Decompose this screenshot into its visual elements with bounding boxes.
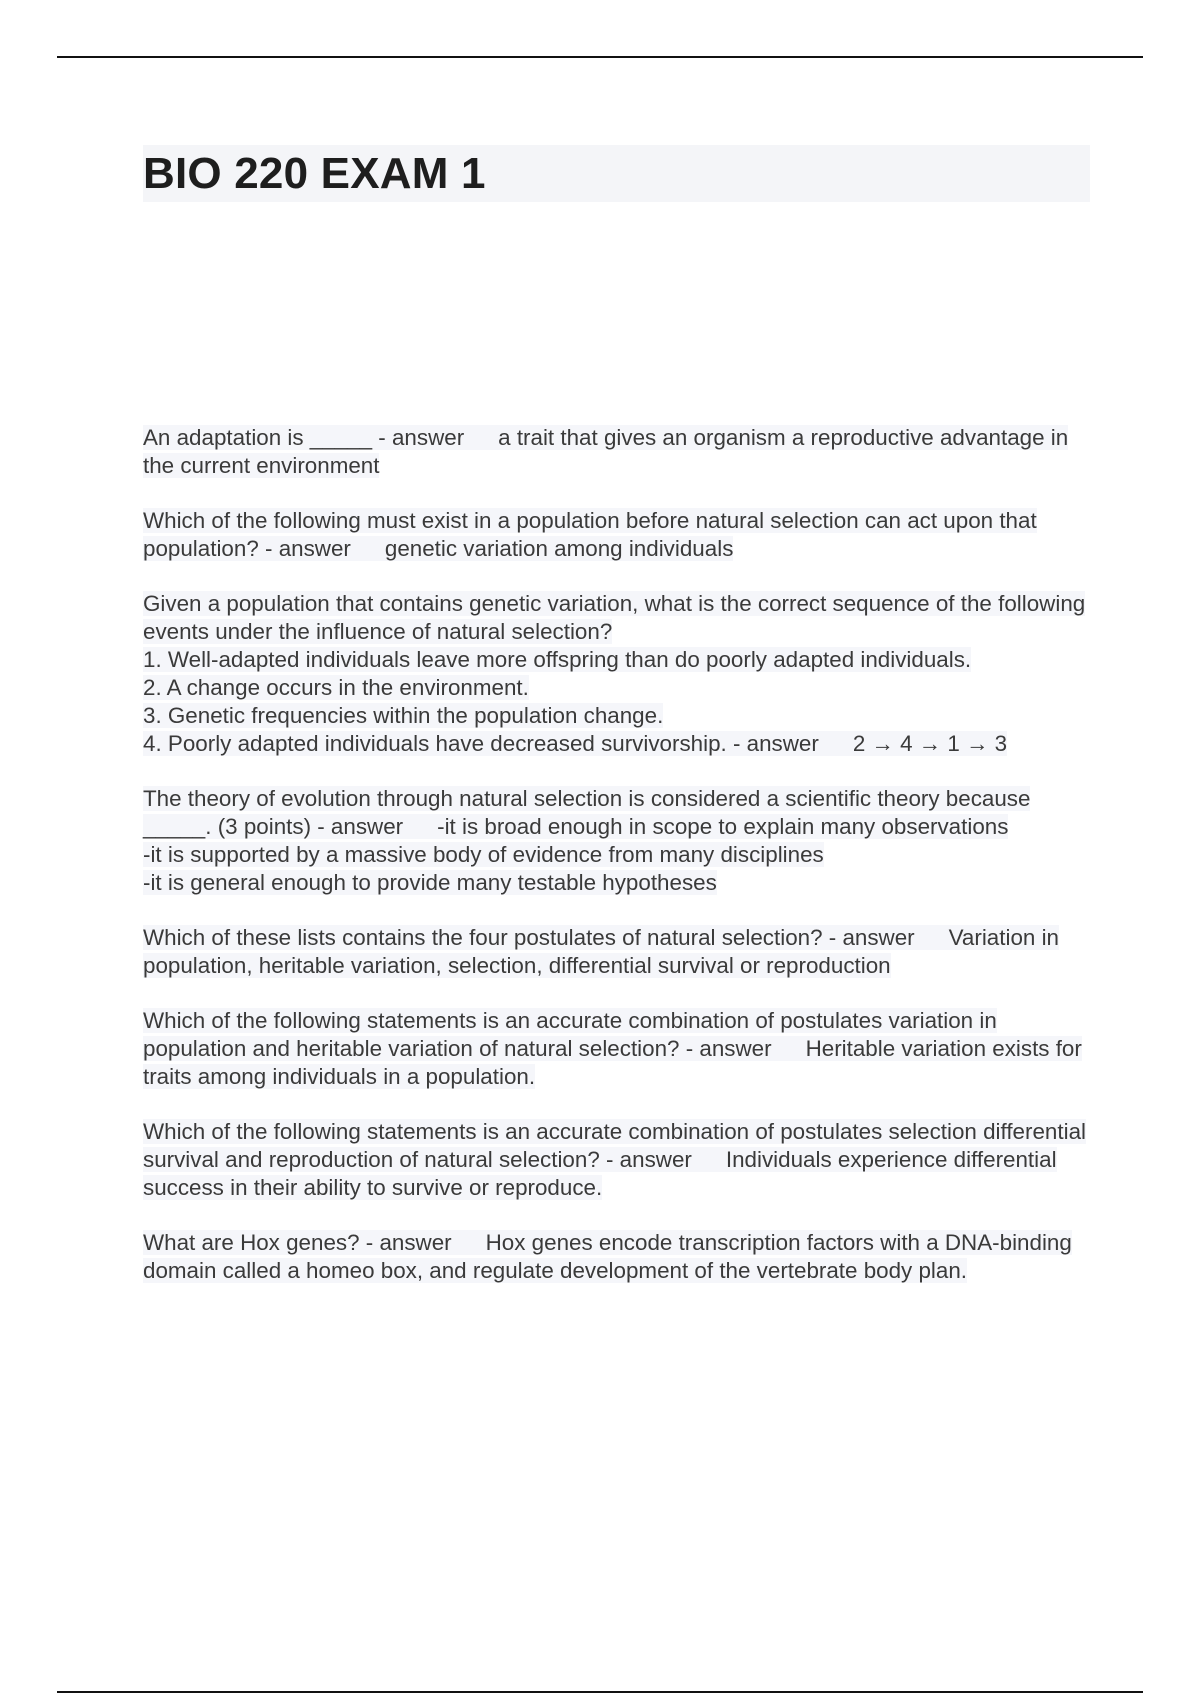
- qa-question: The theory of evolution through natural selection is considered a scientific theory because _____. (3 points) - answer: [143, 786, 1031, 839]
- qa-item: [143, 1229, 1093, 1285]
- qa-item: [143, 785, 1093, 897]
- qa-question: Which of these lists contains the four postulates of natural selection? - answer: [143, 925, 915, 950]
- qa-question: Which of the following must exist in a population before natural selection can act upon that population? - answer: [143, 508, 1037, 561]
- qa-item: [143, 507, 1093, 563]
- qa-answer: -it is broad enough in scope to explain many observations -it is supported by a massive body of evidence from many disciplines -it is general enough to provide many testable hypotheses: [143, 814, 1009, 895]
- qa-question: Given a population that contains genetic variation, what is the correct sequence of the following events under the influence of natural selection? 1. Well-adapted individuals leave more offspring than do poorly adapted individuals. 2. A change occurs in the environment. 3. Genetic frequencies within the population change. 4. Poorly adapted individuals have decreased survivorship. - answer: [143, 591, 1086, 756]
- qa-question: An adaptation is _____ - answer: [143, 425, 465, 450]
- qa-answer: 2 → 4 → 1 → 3: [852, 731, 1008, 756]
- qa-item: [143, 924, 1093, 980]
- qa-question: Which of the following statements is an accurate combination of postulates selection differential survival and reproduction of natural selection? - answer: [143, 1119, 1086, 1172]
- qa-answer: Heritable variation exists for traits among individuals in a population.: [143, 1036, 1082, 1089]
- qa-item: [143, 1118, 1093, 1202]
- qa-item: [143, 424, 1093, 480]
- qa-question: Which of the following statements is an accurate combination of postulates variation in population and heritable variation of natural selection? - answer: [143, 1008, 997, 1061]
- qa-answer: Hox genes encode transcription factors with a DNA-binding domain called a homeo box, and regulate development of the vertebrate body plan.: [143, 1230, 1072, 1283]
- qa-answer: Individuals experience differential success in their ability to survive or reproduce.: [143, 1147, 1057, 1200]
- qa-list: [143, 424, 1093, 1312]
- top-rule: [57, 56, 1143, 58]
- bottom-rule: [57, 1691, 1143, 1693]
- qa-question: What are Hox genes? - answer: [143, 1230, 452, 1255]
- qa-answer: Variation in population, heritable variation, selection, differential survival or reproduction: [143, 925, 1059, 978]
- qa-item: [143, 590, 1093, 758]
- qa-item: [143, 1007, 1093, 1091]
- title-block: [143, 145, 1090, 202]
- qa-answer: a trait that gives an organism a reproductive advantage in the current environment: [143, 425, 1069, 478]
- qa-answer: genetic variation among individuals: [384, 536, 734, 561]
- document-title: BIO 220 EXAM 1: [143, 149, 486, 198]
